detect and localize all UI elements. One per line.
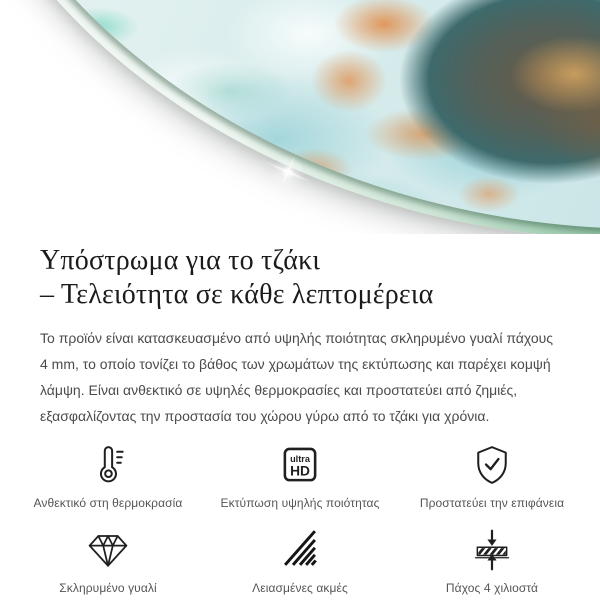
page-title-line1: Υπόστρωμα για το τζάκι xyxy=(40,245,321,276)
diamond-icon xyxy=(85,528,131,572)
feature-temperature-resistant xyxy=(12,443,204,510)
ultra-hd-icon-text-bottom: HD xyxy=(290,463,310,479)
feature-label: Ανθεκτικό στη θερμοκρασία xyxy=(33,496,183,510)
feature-label: Λειασμένες ακμές xyxy=(252,581,348,595)
ultra-hd-icon xyxy=(277,443,323,487)
thermometer-icon xyxy=(85,443,131,487)
feature-protects-surface xyxy=(396,443,588,510)
thickness-icon xyxy=(469,528,515,572)
feature-high-quality-print xyxy=(204,443,396,510)
page-title-line2: – Τελειότητα σε κάθε λεπτομέρεια xyxy=(40,279,434,310)
feature-label: Σκληρυμένο γυαλί xyxy=(59,581,157,595)
glass-panel xyxy=(0,0,600,234)
marble-artwork xyxy=(0,0,600,229)
features-grid xyxy=(12,443,588,595)
shield-check-icon xyxy=(469,443,515,487)
product-hero-image xyxy=(0,0,600,234)
page-title xyxy=(40,244,560,312)
feature-thickness-4mm xyxy=(396,528,588,595)
polished-edges-icon xyxy=(277,528,323,572)
ultra-hd-icon-text-top: ultra xyxy=(290,453,310,464)
feature-polished-edges xyxy=(204,528,396,595)
feature-tempered-glass xyxy=(12,528,204,595)
feature-label: Προστατεύει την επιφάνεια xyxy=(419,496,565,510)
feature-label: Πάχος 4 χιλιοστά xyxy=(445,581,539,595)
feature-label: Εκτύπωση υψηλής ποιότητας xyxy=(220,496,380,510)
product-description: Το προϊόν είναι κατασκευασμένο από υψηλής ποιότητας σκληρυμένο γυαλί πάχους 4 mm, το οποίο τονίζει το βάθος των χρωμάτων της εκτύπωσης και παρέχει κομψή λάμψη. Είναι ανθεκτικό σε υψηλές θερμοκρασίες και προστατεύει από ζημιές, εξασφαλίζοντας την προστασία του χώρου γύρω από το τζάκι για χρόνια. xyxy=(40,330,554,424)
